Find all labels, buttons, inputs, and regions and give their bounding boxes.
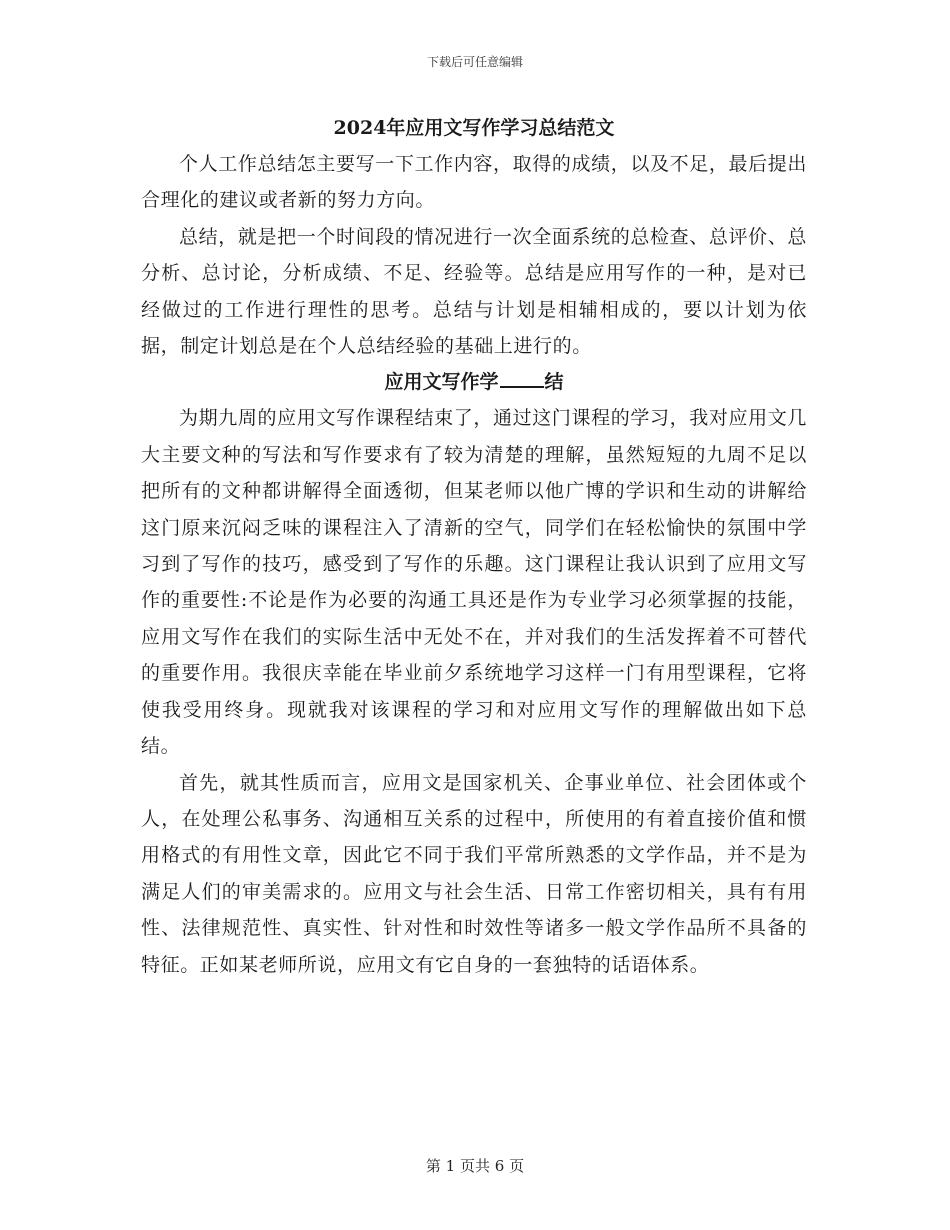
body-paragraph-1: 为期九周的应用文写作课程结束了，通过这门课程的学习，我对应用文几大主要文种的写法和写作要求有了较为清楚的理解，虽然短短的九周不足以把所有的文种都讲解得全面透彻，但某老师以他广博的学识和生动的讲解给这门原来沉闷乏味的课程注入了清新的空气，同学们在轻松愉快的氛围中学习到了写作的技巧，感受到了写作的乐趣。这门课程让我认识到了应用文写作的重要性:不论是作为必要的沟通工具还是作为专业学习必须掌握的技能，应用文写作在我们的实际生活中无处不在，并对我们的生活发挥着不可替代的重要作用。我很庆幸能在毕业前夕系统地学习这样一门有用型课程，它将使我受用终身。现就我对该课程的学习和对应用文写作的理解做出如下总结。 [141,407,807,758]
page-number: 第 1 页共 6 页 [425,1157,525,1175]
intro-paragraph-1: 个人工作总结怎主要写一下工作内容，取得的成绩，以及不足，最后提出合理化的建议或者新的努力方向。 [141,153,807,212]
intro-paragraph-2: 总结，就是把一个时间段的情况进行一次全面系统的总检查、总评价、总分析、总讨论，分析成绩、不足、经验等。总结是应用写作的一种，是对已经做过的工作进行理性的思考。总结与计划是相辅相成的，要以计划为依据，制定计划总是在个人总结经验的基础上进行的。 [141,225,807,358]
section-title [141,364,807,400]
header-note: 下载后可任意编辑 [426,55,523,69]
section-title-blank [500,368,544,388]
document-body [141,110,807,983]
body-paragraph-2: 首先，就其性质而言，应用文是国家机关、企事业单位、社会团体或个人，在处理公私事务、沟通相互关系的过程中，所使用的有着直接价值和惯用格式的有用性文章，因此它不同于我们平常所熟悉的文学作品，并不是为满足人们的审美需求的。应用文与社会生活、日常工作密切相关，具有有用性、法律规范性、真实性、针对性和时效性等诸多一般文学作品所不具备的特征。正如某老师所说，应用文有它自身的一套独特的话语体系。 [141,771,807,976]
document-title: 2024年应用文写作学习总结范文 [333,117,615,139]
section-title-part1: 应用文写作学 [384,371,499,394]
section-title-part2: 结 [544,371,564,394]
